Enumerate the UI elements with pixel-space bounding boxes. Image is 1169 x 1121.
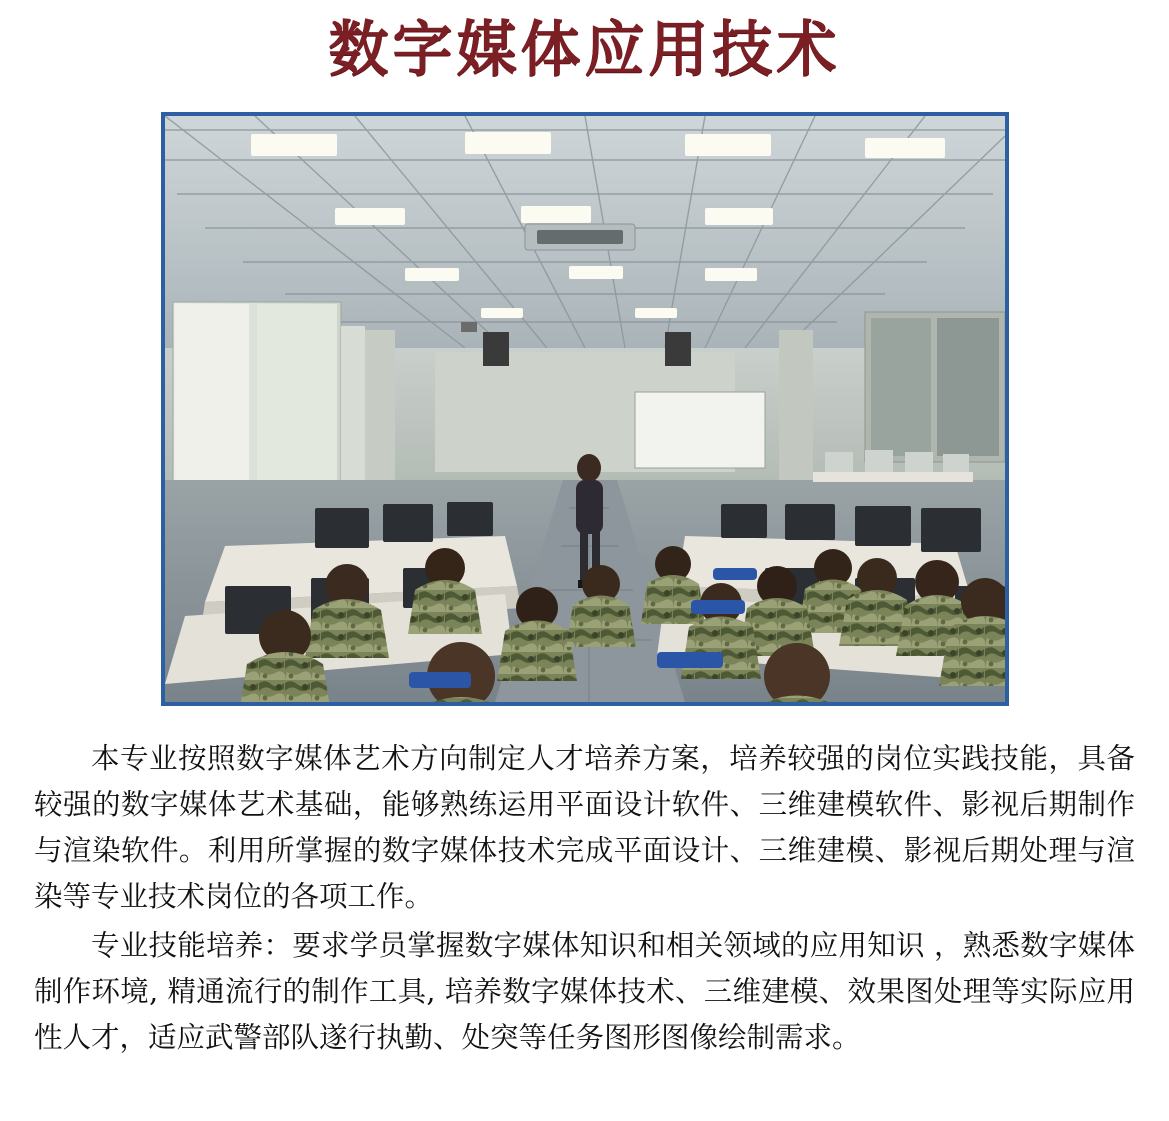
classroom-photo [161, 112, 1009, 706]
page-title: 数字媒体应用技术 [328, 15, 841, 85]
body-text [34, 736, 1135, 1061]
paragraph-1: 本专业按照数字媒体艺术方向制定人才培养方案，培养较强的岗位实践技能，具备较强的数字媒体艺术基础，能够熟练运用平面设计软件、三维建模软件、影视后期制作与渲染软件。利用所掌握的数字媒体技术完成平面设计、三维建模、影视后期处理与渲染等专业技术岗位的各项工作。 [34, 742, 1135, 914]
paragraph-2: 专业技能培养：要求学员掌握数字媒体知识和相关领域的应用知识 ，熟悉数字媒体制作环境, 精通流行的制作工具, 培养数字媒体技术、三维建模、效果图处理等实际应用性人才，适应武警部队遂行执勤、处突等任务图形图像绘制需求。 [34, 928, 1135, 1054]
classroom-photo-illustration [165, 116, 1005, 702]
